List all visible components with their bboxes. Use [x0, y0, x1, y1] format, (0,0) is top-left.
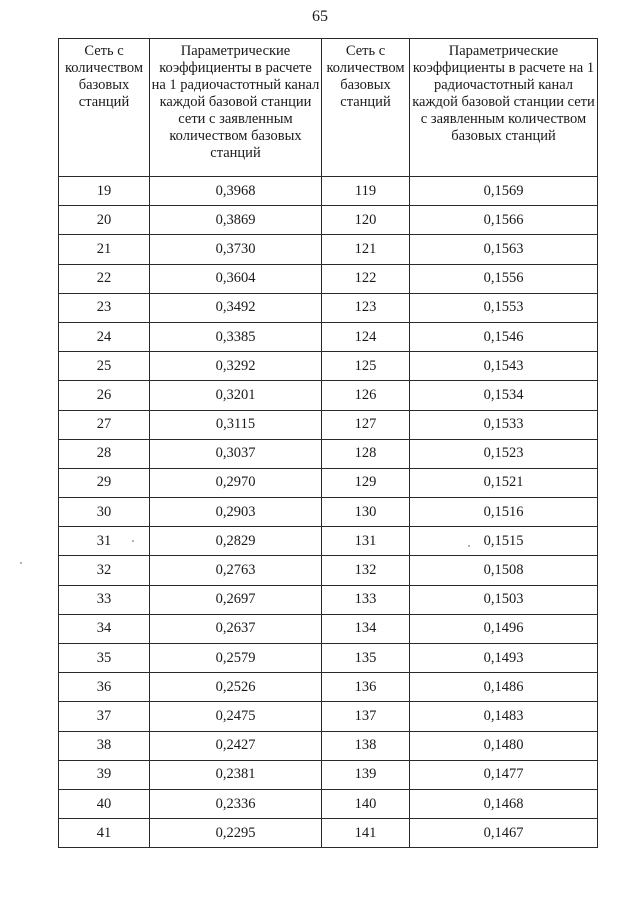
cell-network-size-right: 138 [322, 731, 410, 760]
cell-coefficient-right: 0,1553 [410, 293, 598, 322]
cell-network-size-left: 20 [59, 206, 150, 235]
scan-artifact [132, 540, 134, 542]
cell-coefficient-left: 0,2763 [150, 556, 322, 585]
cell-network-size-left: 39 [59, 760, 150, 789]
cell-coefficient-right: 0,1483 [410, 702, 598, 731]
cell-coefficient-right: 0,1521 [410, 468, 598, 497]
cell-coefficient-left: 0,2475 [150, 702, 322, 731]
table-row [59, 556, 598, 585]
cell-network-size-right: 124 [322, 322, 410, 351]
cell-network-size-right: 140 [322, 789, 410, 818]
cell-network-size-left: 28 [59, 439, 150, 468]
cell-coefficient-left: 0,3292 [150, 352, 322, 381]
table-row [59, 206, 598, 235]
cell-coefficient-right: 0,1496 [410, 614, 598, 643]
table-row [59, 177, 598, 206]
cell-network-size-right: 131 [322, 527, 410, 556]
table-row [59, 527, 598, 556]
cell-coefficient-left: 0,2637 [150, 614, 322, 643]
cell-coefficient-left: 0,3492 [150, 293, 322, 322]
cell-network-size-left: 32 [59, 556, 150, 585]
table-row [59, 731, 598, 760]
cell-coefficient-right: 0,1534 [410, 381, 598, 410]
cell-coefficient-left: 0,3201 [150, 381, 322, 410]
cell-coefficient-right: 0,1566 [410, 206, 598, 235]
cell-network-size-right: 125 [322, 352, 410, 381]
cell-network-size-left: 22 [59, 264, 150, 293]
cell-network-size-right: 134 [322, 614, 410, 643]
table-body [59, 177, 598, 848]
cell-network-size-right: 127 [322, 410, 410, 439]
cell-coefficient-right: 0,1477 [410, 760, 598, 789]
cell-network-size-left: 35 [59, 644, 150, 673]
cell-network-size-left: 27 [59, 410, 150, 439]
table-row [59, 702, 598, 731]
cell-network-size-right: 136 [322, 673, 410, 702]
cell-coefficient-right: 0,1533 [410, 410, 598, 439]
cell-network-size-left: 36 [59, 673, 150, 702]
cell-network-size-left: 25 [59, 352, 150, 381]
table-row [59, 381, 598, 410]
cell-network-size-left: 26 [59, 381, 150, 410]
coefficients-table [58, 38, 598, 848]
cell-coefficient-right: 0,1486 [410, 673, 598, 702]
cell-coefficient-right: 0,1480 [410, 731, 598, 760]
table-header-row [59, 39, 598, 177]
cell-network-size-right: 122 [322, 264, 410, 293]
cell-coefficient-left: 0,2381 [150, 760, 322, 789]
cell-coefficient-left: 0,3385 [150, 322, 322, 351]
cell-coefficient-left: 0,2336 [150, 789, 322, 818]
cell-network-size-right: 139 [322, 760, 410, 789]
cell-network-size-left: 31 [59, 527, 150, 556]
cell-network-size-right: 132 [322, 556, 410, 585]
table-row [59, 439, 598, 468]
cell-coefficient-right: 0,1516 [410, 498, 598, 527]
cell-network-size-right: 119 [322, 177, 410, 206]
cell-coefficient-left: 0,2697 [150, 585, 322, 614]
table-row [59, 235, 598, 264]
table-row [59, 819, 598, 848]
cell-coefficient-right: 0,1503 [410, 585, 598, 614]
cell-network-size-left: 33 [59, 585, 150, 614]
cell-coefficient-left: 0,2526 [150, 673, 322, 702]
cell-coefficient-left: 0,3869 [150, 206, 322, 235]
cell-network-size-right: 130 [322, 498, 410, 527]
cell-network-size-right: 128 [322, 439, 410, 468]
cell-coefficient-right: 0,1546 [410, 322, 598, 351]
cell-coefficient-left: 0,3037 [150, 439, 322, 468]
cell-coefficient-left: 0,2903 [150, 498, 322, 527]
scan-artifact [20, 562, 22, 564]
cell-network-size-left: 34 [59, 614, 150, 643]
column-header-network-size-left: Сеть с количеством базовых станций [59, 39, 150, 177]
table-row [59, 498, 598, 527]
cell-network-size-right: 141 [322, 819, 410, 848]
table-row [59, 264, 598, 293]
cell-network-size-right: 120 [322, 206, 410, 235]
cell-coefficient-left: 0,2427 [150, 731, 322, 760]
table-row [59, 352, 598, 381]
cell-coefficient-right: 0,1468 [410, 789, 598, 818]
cell-network-size-right: 123 [322, 293, 410, 322]
cell-network-size-left: 19 [59, 177, 150, 206]
table-row [59, 673, 598, 702]
cell-coefficient-right: 0,1556 [410, 264, 598, 293]
scan-artifact [468, 545, 470, 547]
table-row [59, 760, 598, 789]
cell-network-size-right: 135 [322, 644, 410, 673]
cell-network-size-left: 29 [59, 468, 150, 497]
cell-coefficient-left: 0,3730 [150, 235, 322, 264]
cell-coefficient-right: 0,1493 [410, 644, 598, 673]
cell-network-size-left: 37 [59, 702, 150, 731]
table-row [59, 410, 598, 439]
column-header-coefficient-left: Параметрические коэффициенты в расчете на 1 радиочастотный канал каждой базовой станции сети с заявленным количеством базовых станций [150, 39, 322, 177]
cell-network-size-left: 24 [59, 322, 150, 351]
cell-coefficient-right: 0,1543 [410, 352, 598, 381]
cell-coefficient-right: 0,1523 [410, 439, 598, 468]
cell-coefficient-right: 0,1467 [410, 819, 598, 848]
table-row [59, 293, 598, 322]
cell-coefficient-right: 0,1563 [410, 235, 598, 264]
cell-coefficient-left: 0,2829 [150, 527, 322, 556]
table-row [59, 789, 598, 818]
cell-coefficient-left: 0,3604 [150, 264, 322, 293]
cell-network-size-right: 129 [322, 468, 410, 497]
column-header-network-size-right: Сеть с количеством базовых станций [322, 39, 410, 177]
cell-network-size-left: 30 [59, 498, 150, 527]
cell-network-size-left: 41 [59, 819, 150, 848]
table-row [59, 322, 598, 351]
cell-coefficient-left: 0,2579 [150, 644, 322, 673]
cell-coefficient-left: 0,2295 [150, 819, 322, 848]
cell-network-size-left: 23 [59, 293, 150, 322]
cell-network-size-left: 40 [59, 789, 150, 818]
cell-network-size-right: 133 [322, 585, 410, 614]
table-row [59, 468, 598, 497]
cell-network-size-right: 126 [322, 381, 410, 410]
cell-coefficient-left: 0,3115 [150, 410, 322, 439]
table-row [59, 614, 598, 643]
cell-network-size-right: 137 [322, 702, 410, 731]
cell-coefficient-right: 0,1508 [410, 556, 598, 585]
page-number: 65 [312, 8, 328, 25]
cell-coefficient-right: 0,1515 [410, 527, 598, 556]
cell-network-size-right: 121 [322, 235, 410, 264]
cell-network-size-left: 21 [59, 235, 150, 264]
cell-coefficient-left: 0,3968 [150, 177, 322, 206]
column-header-coefficient-right: Параметрические коэффициенты в расчете на 1 радиочастотный канал каждой базовой станции сети с заявленным количеством базовых станций [410, 39, 598, 177]
table-row [59, 585, 598, 614]
cell-coefficient-right: 0,1569 [410, 177, 598, 206]
cell-coefficient-left: 0,2970 [150, 468, 322, 497]
cell-network-size-left: 38 [59, 731, 150, 760]
table-row [59, 644, 598, 673]
